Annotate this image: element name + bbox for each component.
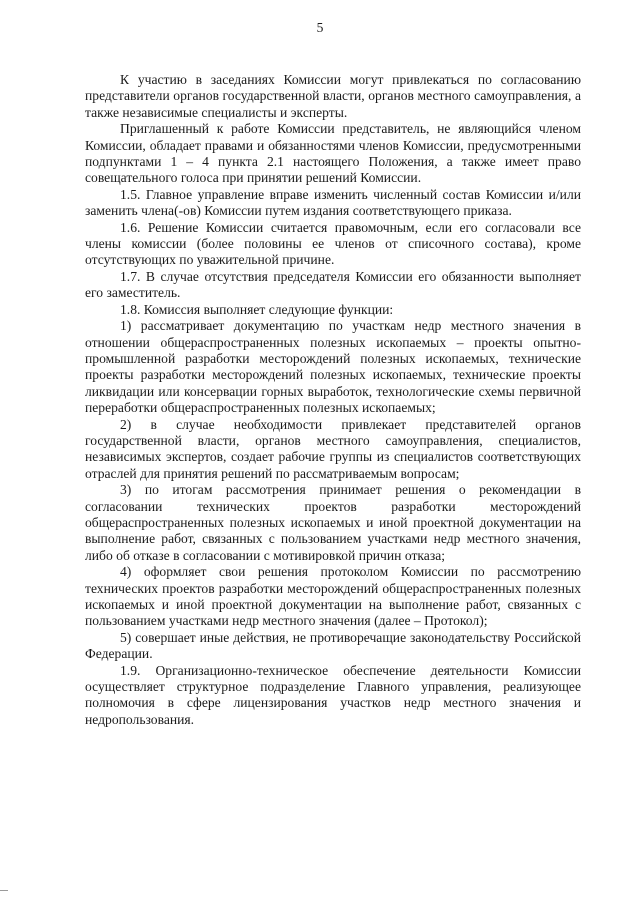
function-item-3: 3) по итогам рассмотрения принимает решения о рекомендации в согласовании технических проектов разработки месторождений общераспространенных полезных ископаемых и иной проектной документации на выполнение работ, связанных с пользованием участками недр местного значения, либо об отказе в согласовании с мотивировкой причин отказа; bbox=[85, 482, 581, 563]
function-item-5: 5) совершает иные действия, не противоречащие законодательству Российской Федерации. bbox=[85, 629, 581, 662]
paragraph-1-9: 1.9. Организационно-техническое обеспечение деятельности Комиссии осуществляет структурное подразделение Главного управления, реализующее полномочия в сфере лицензирования участков недр местного значения и недропользования. bbox=[85, 662, 581, 727]
paragraph-1-5: 1.5. Главное управление вправе изменить численный состав Комиссии и/или заменить члена(-ов) Комиссии путем издания соответствующего приказа. bbox=[85, 186, 581, 219]
paragraph-1-6: 1.6. Решение Комиссии считается правомочным, если его согласовали все члены комиссии (более половины ее членов от списочного состава), кроме отсутствующих по уважительной причине. bbox=[85, 219, 581, 268]
paragraph-1-7: 1.7. В случае отсутствия председателя Комиссии его обязанности выполняет его заместитель. bbox=[85, 268, 581, 301]
paragraph-1-8: 1.8. Комиссия выполняет следующие функции: bbox=[120, 301, 394, 317]
page-number: 5 bbox=[316, 20, 324, 35]
scan-edge-mark bbox=[0, 890, 8, 891]
function-item-4: 4) оформляет свои решения протоколом Комиссии по рассмотрению технических проектов разработки месторождений общераспространенных полезных ископаемых и иной проектной документации на выполнение работ, связанных с пользованием участками недр местного значения (далее – Протокол); bbox=[85, 564, 581, 629]
function-item-2: 2) в случае необходимости привлекает представителей органов государственной власти, органов местного самоуправления, специалистов, независимых экспертов, создает рабочие группы из специалистов соответствующих отраслей для принятия решений по рассматриваемым вопросам; bbox=[85, 416, 581, 481]
document-body bbox=[85, 72, 581, 728]
paragraph-invited-representative: Приглашенный к работе Комиссии представитель, не являющийся членом Комиссии, обладает правами и обязанностями членов Комиссии, предусмотренными подпунктами 1 – 4 пункта 2.1 настоящего Положения, а также имеет право совещательного голоса при принятии решений Комиссии. bbox=[85, 121, 581, 186]
function-item-1: 1) рассматривает документацию по участкам недр местного значения в отношении общераспространенных полезных ископаемых – проекты опытно-промышленной разработки месторождений полезных ископаемых, технические проекты разработки месторождений полезных ископаемых, технические проекты ликвидации или консервации горных выработок, технологические схемы первичной переработки общераспространенных полезных ископаемых; bbox=[85, 318, 581, 416]
paragraph-participation: К участию в заседаниях Комиссии могут привлекаться по согласованию представители органов государственной власти, органов местного самоуправления, а также независимые специалисты и эксперты. bbox=[85, 72, 581, 120]
